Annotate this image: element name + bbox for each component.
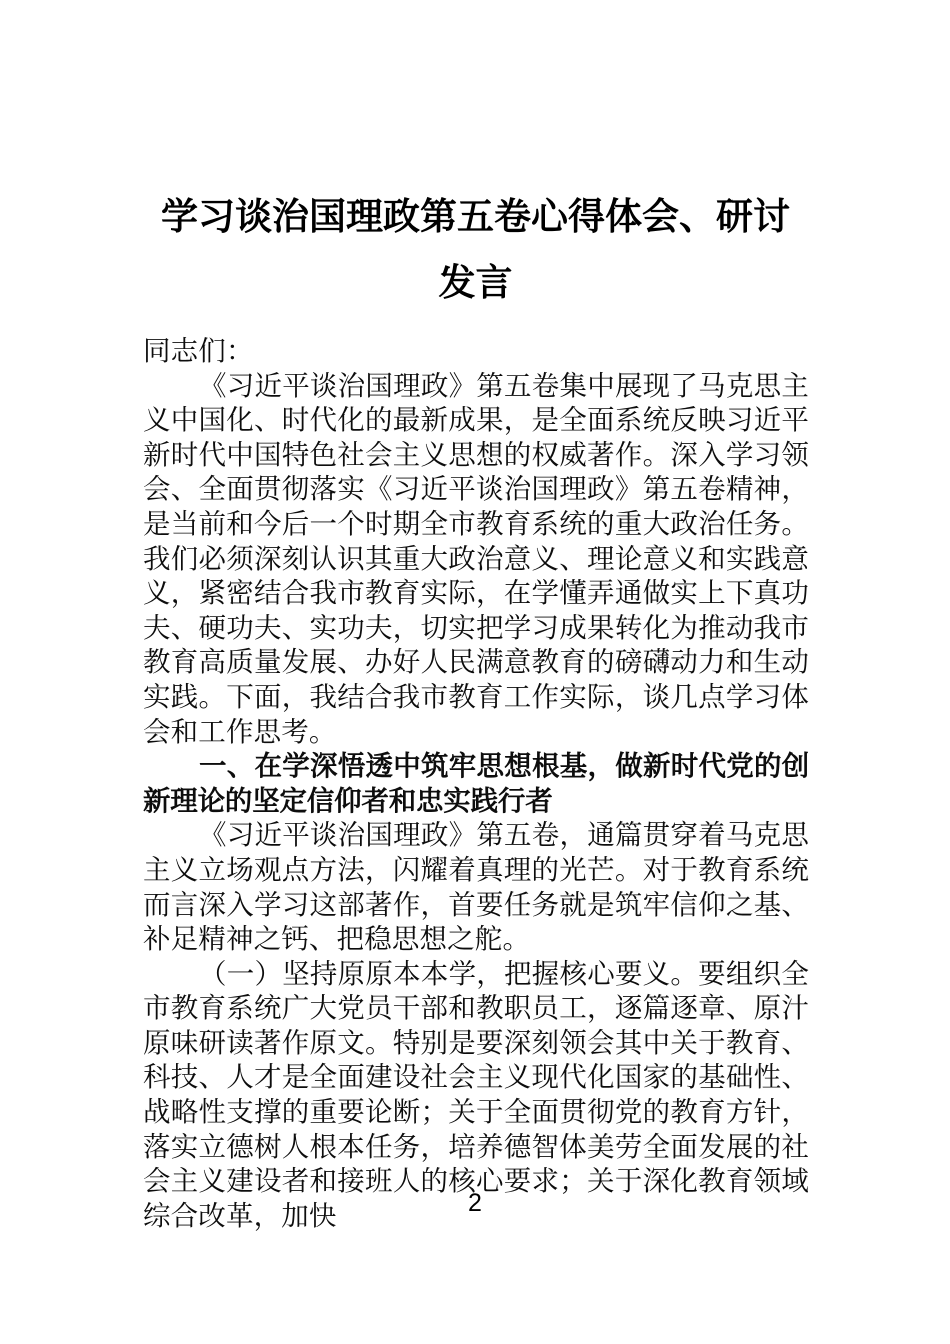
salutation: 同志们： [143, 335, 254, 367]
paragraph-intro: 《习近平谈治国理政》第五卷集中展现了马克思主义中国化、时代化的最新成果，是全面系统反映习近平新时代中国特色社会主义思想的权威著作。深入学习领会、全面贯彻落实《习近平谈治国理政》第五卷精神，是当前和今后一个时期全市教育系统的重大政治任务。我们必须深刻认识其重大政治意义、理论意义和实践意义，紧密结合我市教育实际，在学懂弄通做实上下真功夫、硬功夫、实功夫，切实把学习成果转化为推动我市教育高质量发展、办好人民满意教育的磅礴动力和生动实践。下面，我结合我市教育工作实际，谈几点学习体会和工作思考。 [143, 369, 809, 748]
page-title: 学习谈治国理政第五卷心得体会、研讨发言 [161, 193, 790, 304]
document-body [143, 334, 809, 1233]
page-number-footer: 2 [468, 1189, 482, 1217]
paragraph-section-one-lead: 《习近平谈治国理政》第五卷，通篇贯穿着马克思主义立场观点方法，闪耀着真理的光芒。对于教育系统而言深入学习这部著作，首要任务就是筑牢信仰之基、补足精神之钙、把稳思想之舵。 [143, 819, 809, 956]
paragraph-subsection-one: （一）坚持原原本本学，把握核心要义。要组织全市教育系统广大党员干部和教职员工，逐篇逐章、原汁原味研读著作原文。特别是要深刻领会其中关于教育、科技、人才是全面建设社会主义现代化国家的基础性、战略性支撑的重要论断；关于全面贯彻党的教育方针，落实立德树人根本任务，培养德智体美劳全面发展的社会主义建设者和接班人的核心要求；关于深化教育领域综合改革，加快 [143, 957, 809, 1232]
section-heading-one: 一、在学深悟透中筑牢思想根基，做新时代党的创新理论的坚定信仰者和忠实践行者 [143, 750, 809, 816]
